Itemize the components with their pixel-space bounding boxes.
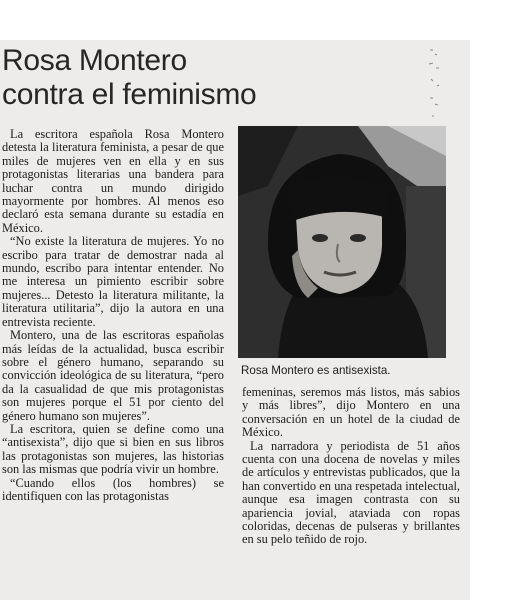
headline-line-1: Rosa Montero	[2, 44, 187, 77]
photo-caption: Rosa Montero es antisexista.	[241, 364, 391, 377]
paragraph: femeninas, seremos más listos, más sabios y más libres”, dijo Montero en una conversación en un hotel de la ciudad de México.	[242, 385, 460, 440]
paragraph: La escritora española Rosa Montero detesta la literatura feminista, a pesar de que miles de mujeres ven en ella y en sus protagonistas literarias una bandera para luchar contra un mundo dirigido mayormente por hombres. Al menos eso declaró esta semana durante su estadía en México.	[2, 127, 224, 235]
torn-edge-marks	[424, 46, 444, 126]
headline	[2, 44, 442, 112]
article-column-right	[242, 386, 460, 547]
author-photo	[238, 126, 446, 358]
paragraph: La escritora, quien se define como una “antisexista”, dijo que si bien en sus libros las protagonistas son mujeres, las historias son las mismas que podría vivir un hombre.	[2, 421, 224, 477]
paragraph: La narradora y periodista de 51 años cuenta con una docena de novelas y miles de artículos y entrevistas publicados, que la han convertido en una respetada intelectual, aunque esa imagen contrasta con su apariencia jovial, ataviada con ropas coloridas, decenas de pulseras y brillantes en su pelo teñido de rojo.	[242, 438, 460, 547]
headline-line-2: contra el feminismo	[2, 78, 257, 111]
paragraph: “Cuando ellos (los hombres) se identifiquen con las protagonistas	[2, 475, 224, 503]
paragraph: Montero, una de las escritoras españolas más leídas de la actualidad, busca escribir sobre el género humano, separando su convicción ideológica de su literatura, “pero da la casualidad de que mis protagonistas son mujeres porque el 51 por ciento del género humano son mujeres”.	[2, 328, 224, 423]
paragraph: “No existe la literatura de mujeres. Yo no escribo para tratar de demostrar nada al mundo, escribo para intentar entender. No me interesa un pimiento escribir sobre mujeres... Detesto la literatura militante, la literatura utilitaria”, dijo la autora en una entrevista reciente.	[2, 234, 224, 329]
article-column-left	[2, 128, 224, 503]
